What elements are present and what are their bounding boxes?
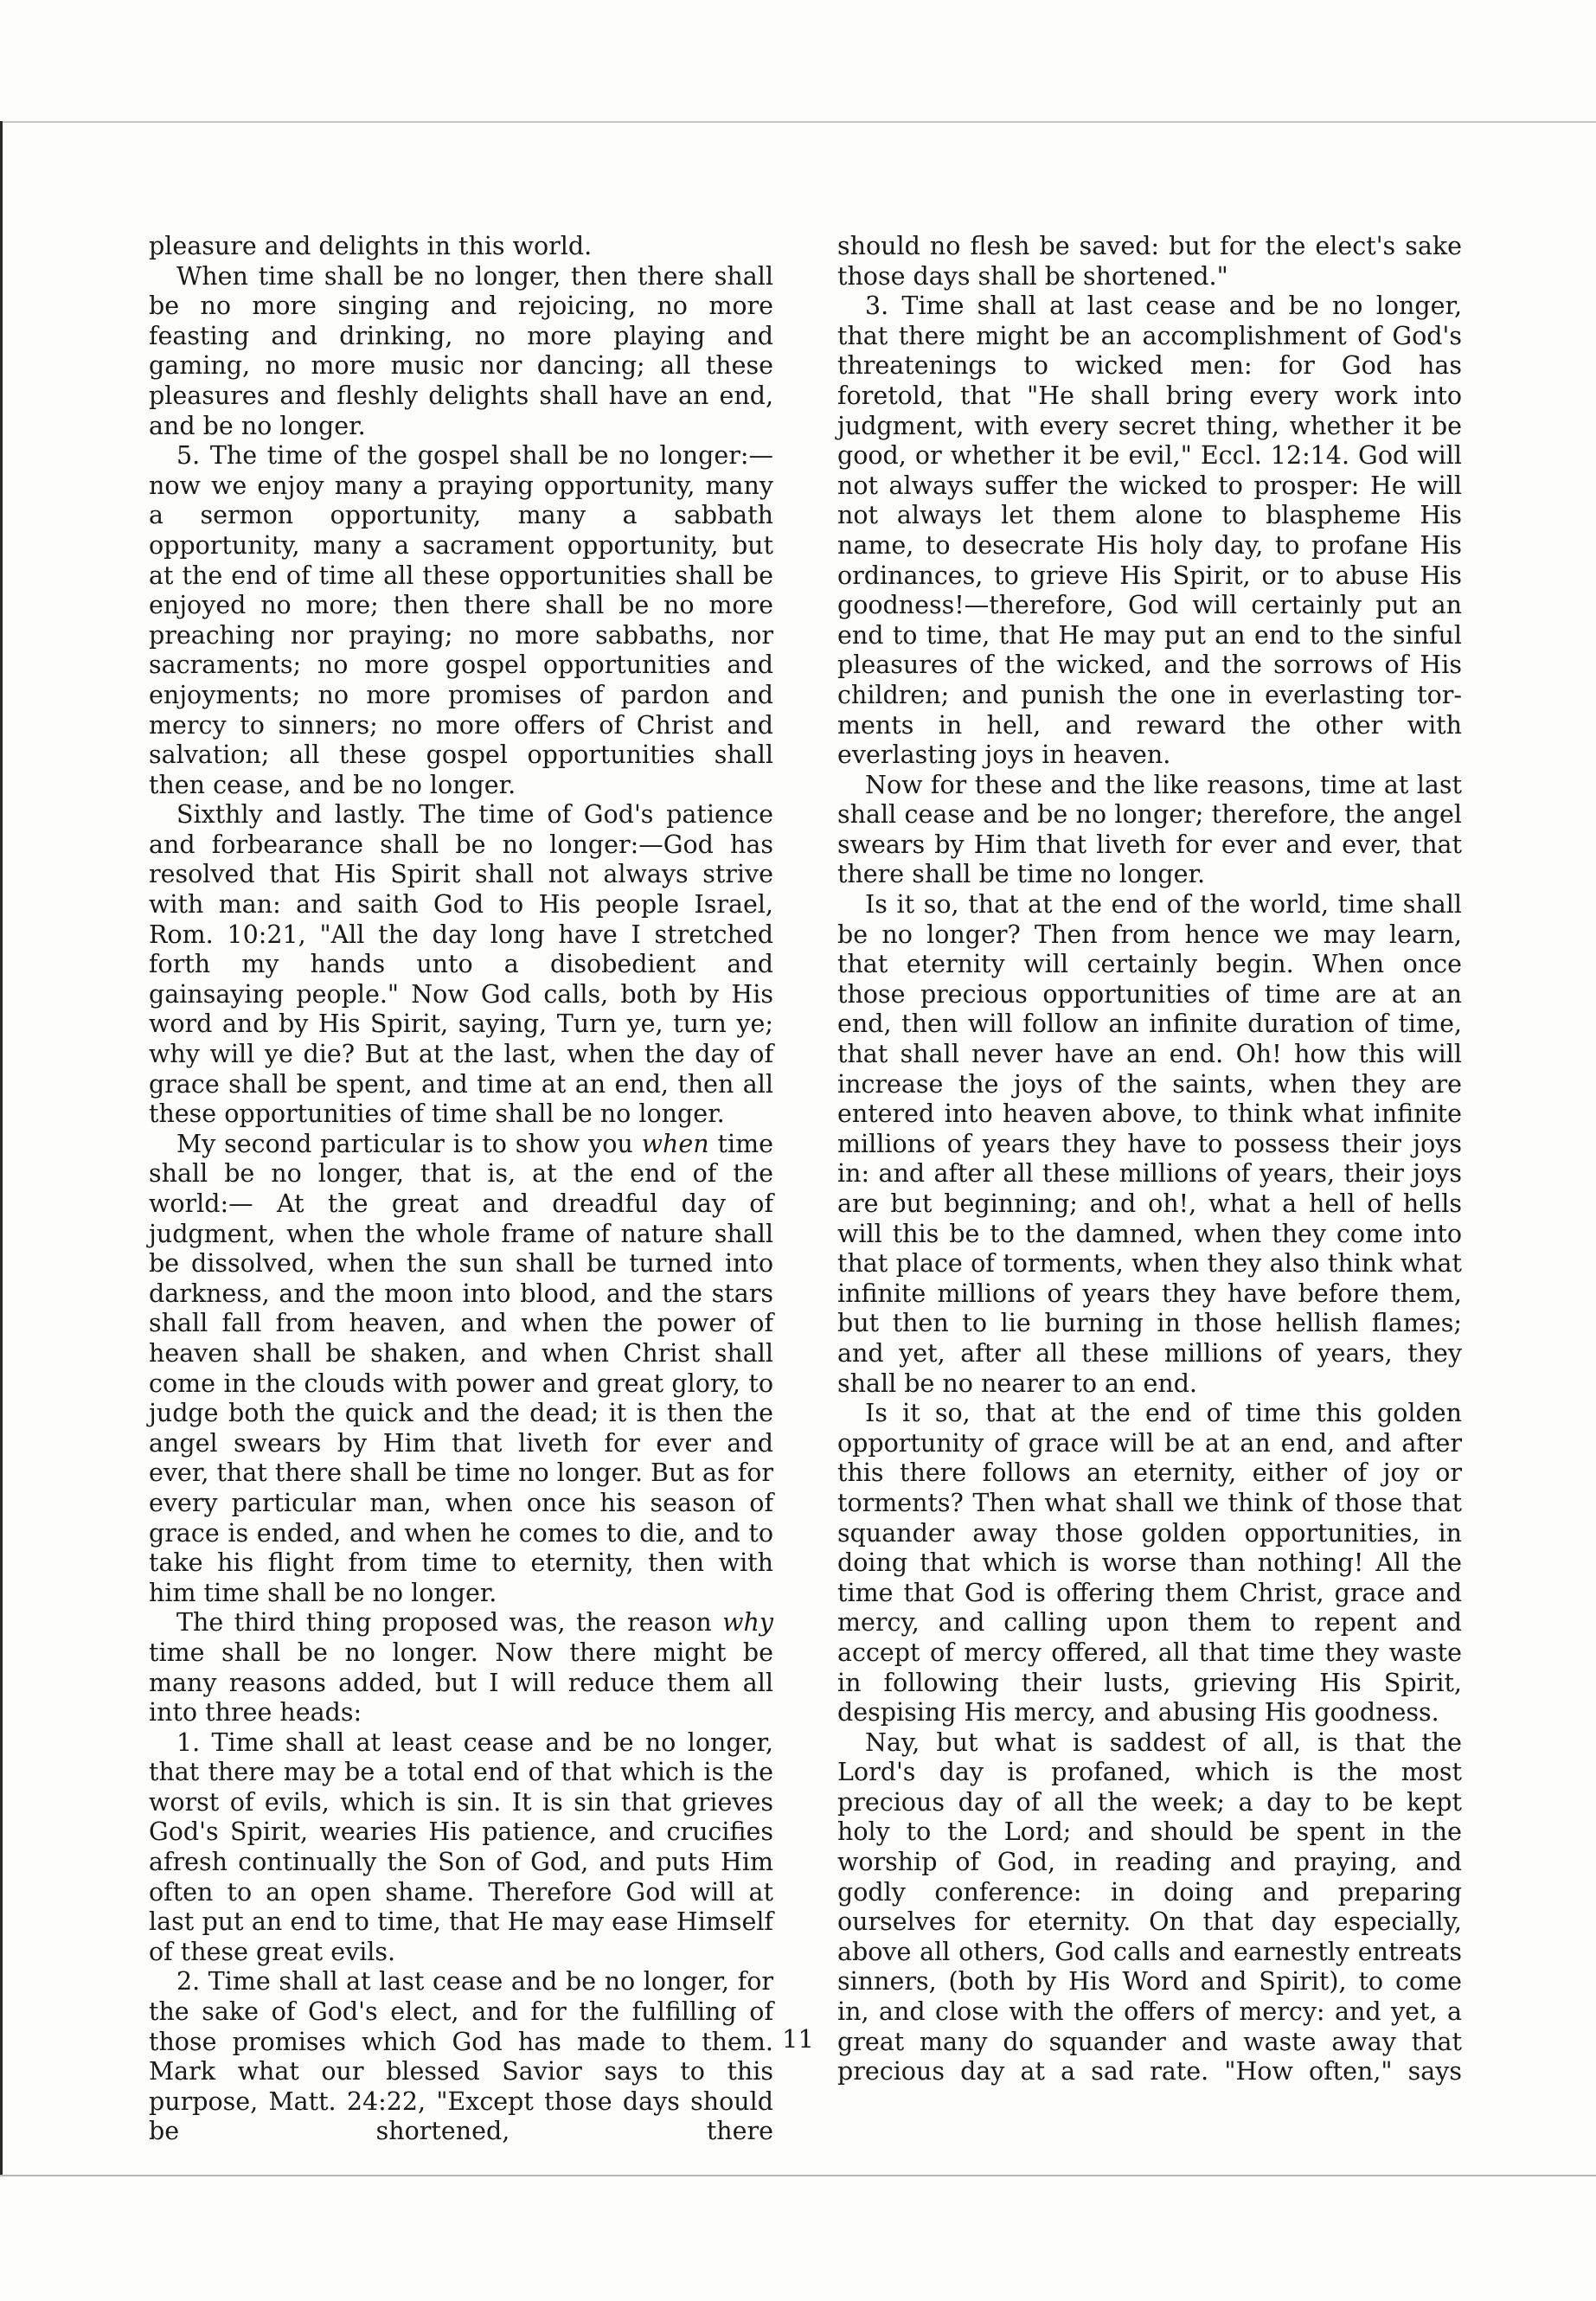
emphasis-when: when bbox=[641, 1129, 709, 1158]
right-text-column bbox=[837, 232, 1462, 2087]
right-paragraph-2: 3. Time shall at last cease and be no longer, that there might be an accomplishment of God's threatenings to wicked men: for God has foretold, that "He shall bring every work into judgment, with every secret thing, whether it be good, or whether it be evil," Eccl. 12:14. God will not always suffer the wicked to prosper: He will not always let them alone to blaspheme His name, to desecrate His holy day, to profane His ordinances, to grieve His Spirit, or to abuse His goodness!—therefore, God will certainly put an end to time, that He may put an end to the sinful pleasures of the wicked, and the sorrows of His children; and punish the one in everlasting torments in hell, and reward the other with everlasting joys in heaven. bbox=[837, 292, 1462, 770]
left-text-column bbox=[149, 232, 773, 2147]
page-bottom-edge bbox=[0, 2175, 1596, 2176]
right-paragraph-5: Is it so, that at the end of time this golden opportunity of grace will be at an end, and after this there follows an eternity, either of joy or torments? Then what shall we think of those that squander away those golden opportunities, in doing that which is worse than nothing! All the time that God is offering them Christ, grace and mercy, and calling upon them to repent and accept of mercy offered, all that time they waste in following their lusts, grieving His Spirit, despising His mercy, and abusing His goodness. bbox=[837, 1399, 1462, 1727]
right-paragraph-3: Now for these and the like reasons, time at last shall cease and be no longer; therefore, the angel swears by Him that liveth for ever and ever, that there shall be time no longer. bbox=[837, 770, 1462, 889]
left-paragraph-5 bbox=[149, 1130, 773, 1609]
emphasis-why: why bbox=[722, 1608, 773, 1638]
right-paragraph-1: should no flesh be saved: but for the elect's sake those days shall be shortened." bbox=[837, 232, 1462, 291]
paragraph-text: The third thing proposed was, the reason bbox=[176, 1608, 723, 1638]
left-paragraph-4: Sixthly and lastly. The time of God's patience and forbearance shall be no longer:—God has resolved that His Spirit shall not always strive with man: and saith God to His people Israel, Rom. 10:21, "All the day long have I stretched forth my hands unto a disobedient and gainsaying people." Now God calls, both by His word and by His Spirit, saying, Turn ye, turn ye; why will ye die? But at the last, when the day of grace shall be spent, and time at an end, then all these opportunities of time shall be no longer. bbox=[149, 800, 773, 1129]
paragraph-text: time shall be no longer. Now there might be many reasons added, but I will reduce them all into three heads: bbox=[149, 1638, 773, 1727]
right-paragraph-6: Nay, but what is saddest of all, is that the Lord's day is profaned, which is the most precious day of all the week; a day to be kept holy to the Lord; and should be spent in the worship of God, in reading and praying, and godly conference: in doing and preparing ourselves for eternity. On that day especially, above all others, God calls and earnestly entreats sinners, (both by His Word and Spirit), to come in, and close with the offers of mercy: and yet, a great many do squander and waste away that precious day at a sad rate. "How often," says bbox=[837, 1727, 1462, 2086]
right-paragraph-4: Is it so, that at the end of the world, time shall be no longer? Then from hence we may learn, that eternity will certainly begin. When once those precious opportunities of time are at an end, then will follow an infinite duration of time, that shall never have an end. Oh! how this will increase the joys of the saints, when they are entered into heaven above, to think what infinite millions of years they have to possess their joys in: and after all these millions of years, their joys are but beginning; and oh!, what a hell of hells will this be to the damned, when they come into that place of torments, when they also think what infinite millions of years they have before them, but then to lie burning in those hellish flames; and yet, after all these millions of years, they shall be no nearer to an end. bbox=[837, 890, 1462, 1398]
left-paragraph-7: 1. Time shall at least cease and be no longer, that there may be a total end of that which is the worst of evils, which is sin. It is sin that grieves God's Spirit, wearies His patience, and crucifies afresh continually the Son of God, and puts Him often to an open shame. Therefore God will at last put an end to time, that He may ease Himself of these great evils. bbox=[149, 1727, 773, 1966]
left-paragraph-8: 2. Time shall at last cease and be no longer, for the sake of God's elect, and for the fulfilling of those promises which God has made to them. Mark what our blessed Savior says to this purpose, Matt. 24:22, "Except those days should be shortened, there bbox=[149, 1967, 773, 2146]
page-number: 11 bbox=[782, 2024, 814, 2054]
left-paragraph-6 bbox=[149, 1608, 773, 1727]
page-left-edge bbox=[0, 121, 3, 2176]
paragraph-text: My second particular is to show you bbox=[176, 1129, 642, 1158]
page-top-edge bbox=[0, 121, 1596, 123]
paragraph-text: time shall be no longer, that is, at the end of the world:— At the great and dreadful day of judgment, when the whole frame of nature shall be dissolved, when the sun shall be turned into darkness, and the moon into blood, and the stars shall fall from heaven, and when the power of heaven shall be shaken, and when Christ shall come in the clouds with power and great glory, to judge both the quick and the dead; it is then the angel swears by Him that liveth for ever and ever, that there shall be time no longer. But as for every particular man, when once his season of grace is ended, and when he comes to die, and to take his flight from time to eternity, then with him time shall be no longer. bbox=[149, 1129, 773, 1607]
left-paragraph-2: When time shall be no longer, then there shall be no more singing and rejoicing, no more feasting and drinking, no more playing and gaming, no more music nor dancing; all these pleasures and fleshly delights shall have an end, and be no longer. bbox=[149, 261, 773, 440]
left-paragraph-3: 5. The time of the gospel shall be no longer:—now we enjoy many a praying opportunity, many a sermon opportunity, many a sabbath opportunity, many a sacrament opportunity, but at the end of time all these opportunities shall be enjoyed no more; then there shall be no more preaching nor praying; no more sabbaths, nor sacraments; no more gospel opportunities and enjoyments; no more promises of pardon and mercy to sinners; no more offers of Christ and salvation; all these gospel opportunities shall then cease, and be no longer. bbox=[149, 441, 773, 799]
left-paragraph-1: pleasure and delights in this world. bbox=[149, 232, 593, 260]
